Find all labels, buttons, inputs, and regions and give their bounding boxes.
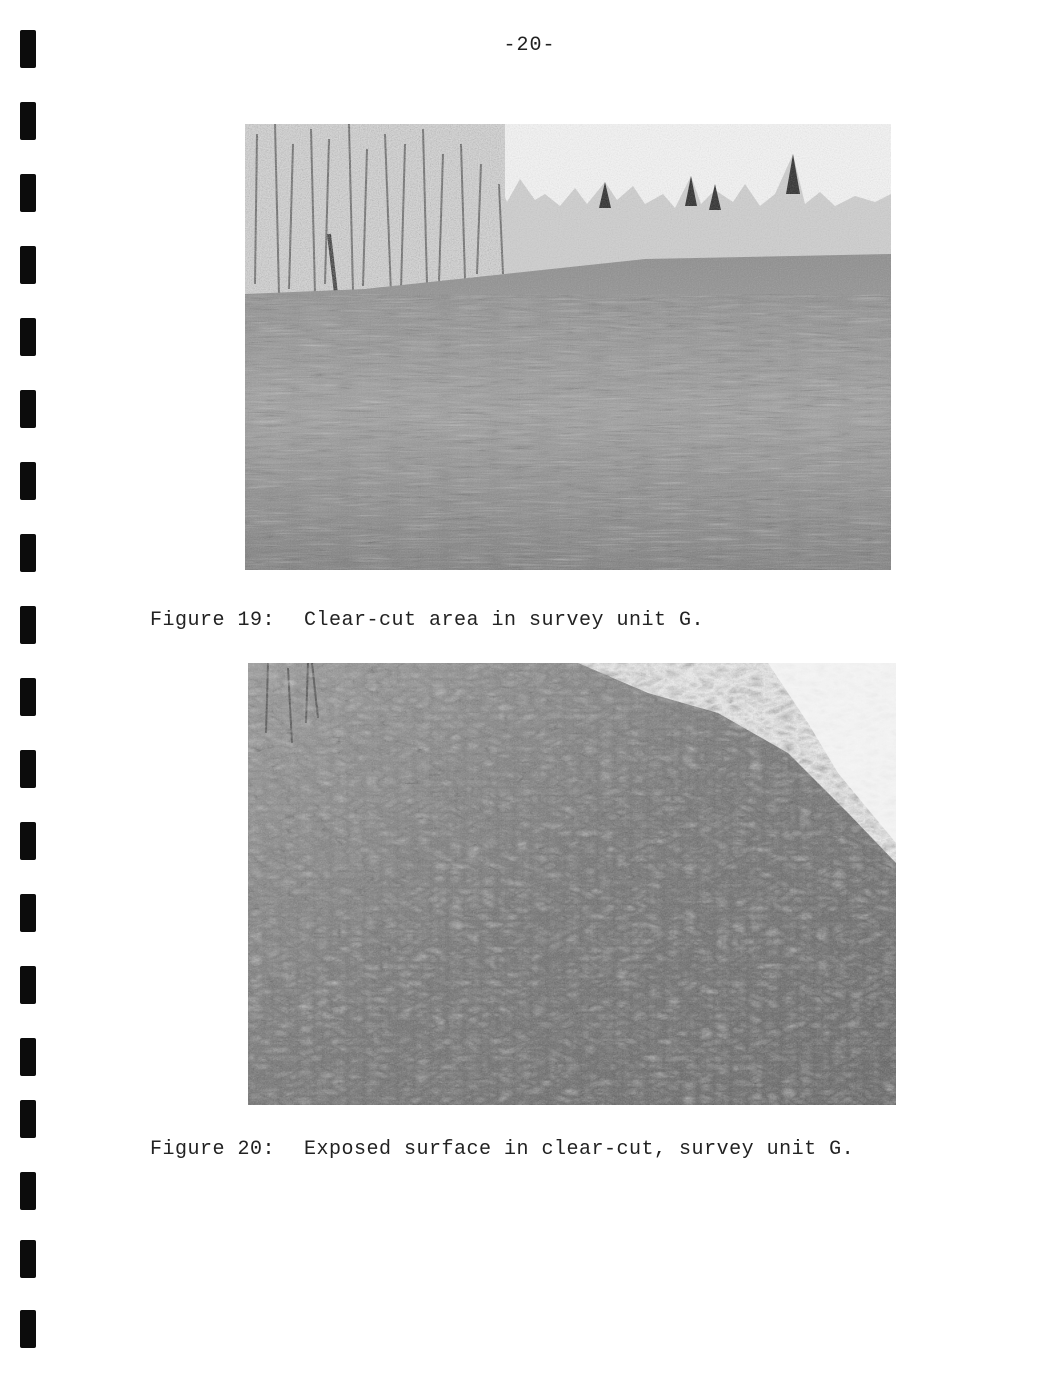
binding-hole — [20, 966, 36, 1004]
binding-hole — [20, 1172, 36, 1210]
page-number: -20- — [503, 34, 556, 57]
figure-20-label: Figure 20: — [150, 1138, 276, 1161]
binding-hole — [20, 174, 36, 212]
binding-hole — [20, 1038, 36, 1076]
binding-hole — [20, 678, 36, 716]
binding-hole — [20, 822, 36, 860]
figure-20-caption-text: Exposed surface in clear-cut, survey unit G. — [304, 1138, 855, 1161]
binding-hole — [20, 390, 36, 428]
binding-hole — [20, 102, 36, 140]
binding-hole — [20, 1310, 36, 1348]
binding-hole — [20, 606, 36, 644]
binding-hole — [20, 750, 36, 788]
binding-hole — [20, 462, 36, 500]
clear-cut-forest-edge-photo — [245, 124, 891, 570]
binding-hole — [20, 894, 36, 932]
exposed-ground-photo — [248, 663, 896, 1105]
figure-20-caption — [150, 1138, 854, 1161]
binding-hole — [20, 1240, 36, 1278]
binding-hole — [20, 534, 36, 572]
binding-hole — [20, 246, 36, 284]
figure-19-caption-text: Clear-cut area in survey unit G. — [304, 609, 705, 632]
figure-19-caption — [150, 609, 704, 632]
figure-19-label: Figure 19: — [150, 609, 276, 632]
binding-hole — [20, 1100, 36, 1138]
binding-hole — [20, 318, 36, 356]
